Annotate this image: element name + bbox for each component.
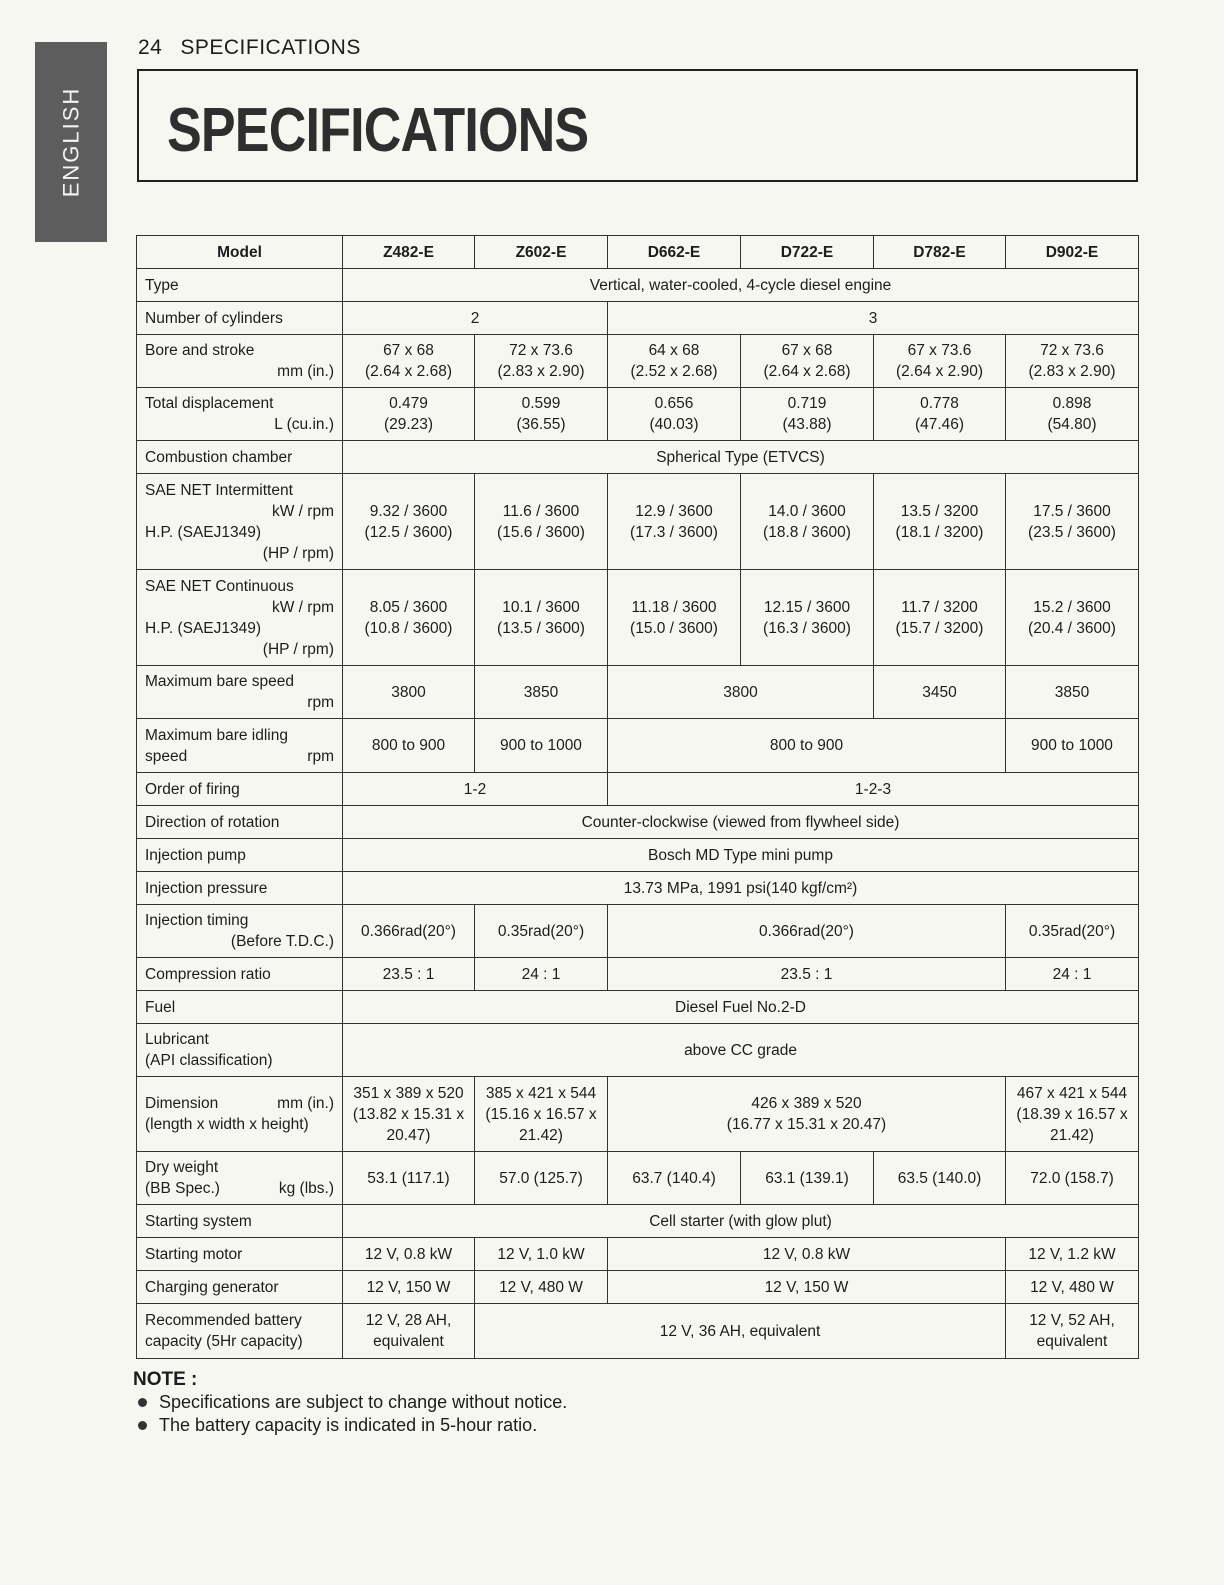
table-row [137,1077,1139,1152]
label-text: (Before T.D.C.) [230,933,334,950]
label-text: Total displacement [145,395,274,412]
cell: 800 to 900 [608,719,1006,773]
row-label [137,1077,343,1152]
unit-text: rpm [307,694,334,711]
cell: 900 to 1000 [475,719,608,773]
cell: 351 x 389 x 520 (13.82 x 15.31 x 20.47) [343,1077,475,1152]
cell: 0.366rad(20°) [608,905,1006,958]
unit-text: kg (lbs.) [278,1180,334,1197]
unit-text: (HP / rpm) [262,640,334,658]
page-title: SPECIFICATIONS [167,96,589,165]
model-header: D902-E [1006,236,1139,269]
label-text: (length x width x height) [145,1116,309,1133]
table-row [137,991,1139,1024]
section-title: SPECIFICATIONS [180,36,361,59]
label-text: (BB Spec.) [145,1180,220,1197]
cell: 63.5 (140.0) [874,1152,1006,1205]
label-text: Injection timing [145,912,249,929]
table-row [137,269,1139,302]
cell: 72.0 (158.7) [1006,1152,1139,1205]
cell: 0.366rad(20°) [343,905,475,958]
language-tab: ENGLISH [35,42,107,242]
cell: 800 to 900 [343,719,475,773]
row-label: Order of firing [137,773,343,806]
label-text: Bore and stroke [145,342,255,359]
cell: 3850 [475,666,608,719]
table-row [137,388,1139,441]
cell: 0.719 (43.88) [741,388,874,441]
cell: 12 V, 1.2 kW [1006,1238,1139,1271]
cell: 2 [343,302,608,335]
row-label [137,719,343,773]
bullet-icon [138,1421,147,1430]
table-row [137,872,1139,905]
cell: 13.73 MPa, 1991 psi(140 kgf/cm²) [343,872,1139,905]
cell: 11.6 / 3600 (15.6 / 3600) [475,474,608,570]
cell: 23.5 : 1 [343,958,475,991]
label-text: SAE NET Continuous [145,577,294,595]
table-row [137,570,1139,666]
cell: 67 x 68 (2.64 x 2.68) [343,335,475,388]
table-row [137,474,1139,570]
table-row [137,1271,1139,1304]
row-label [137,905,343,958]
model-header: D782-E [874,236,1006,269]
row-label [137,335,343,388]
cell: 12.15 / 3600 (16.3 / 3600) [741,570,874,666]
cell: 12 V, 52 AH, equivalent [1006,1304,1139,1359]
cell: 0.35rad(20°) [1006,905,1139,958]
cell: 23.5 : 1 [608,958,1006,991]
row-label [137,666,343,719]
model-header: D662-E [608,236,741,269]
table-row [137,905,1139,958]
cell: 15.2 / 3600 (20.4 / 3600) [1006,570,1139,666]
cell: 3800 [608,666,874,719]
cell: 11.7 / 3200 (15.7 / 3200) [874,570,1006,666]
table-row [137,1152,1139,1205]
cell: 53.1 (117.1) [343,1152,475,1205]
row-label [137,570,343,666]
unit-text: kW / rpm [272,502,334,520]
cell: 13.5 / 3200 (18.1 / 3200) [874,474,1006,570]
cell: 11.18 / 3600 (15.0 / 3600) [608,570,741,666]
cell: 0.656 (40.03) [608,388,741,441]
cell: 8.05 / 3600 (10.8 / 3600) [343,570,475,666]
cell: 426 x 389 x 520 (16.77 x 15.31 x 20.47) [608,1077,1006,1152]
cell: 63.1 (139.1) [741,1152,874,1205]
cell: above CC grade [343,1024,1139,1077]
cell: 24 : 1 [475,958,608,991]
cell: 3800 [343,666,475,719]
row-label: Starting system [137,1205,343,1238]
note-item [133,1391,567,1414]
note-item [133,1414,567,1437]
cell: 467 x 421 x 544 (18.39 x 16.57 x 21.42) [1006,1077,1139,1152]
table-row [137,806,1139,839]
row-label: Lubricant (API classification) [137,1024,343,1077]
cell: 14.0 / 3600 (18.8 / 3600) [741,474,874,570]
unit-text: (HP / rpm) [262,544,334,562]
cell: Diesel Fuel No.2-D [343,991,1139,1024]
table-header-row [137,236,1139,269]
row-label [137,388,343,441]
cell: 17.5 / 3600 (23.5 / 3600) [1006,474,1139,570]
label-text: SAE NET Intermittent [145,481,293,499]
cell: Cell starter (with glow plut) [343,1205,1139,1238]
unit-text: rpm [307,747,334,765]
cell: Counter-clockwise (viewed from flywheel side) [343,806,1139,839]
cell: 72 x 73.6 (2.83 x 2.90) [475,335,608,388]
cell: 385 x 421 x 544 (15.16 x 16.57 x 21.42) [475,1077,608,1152]
row-label: Injection pressure [137,872,343,905]
table-row [137,1024,1139,1077]
label-text: Dimension [145,1095,219,1112]
unit-text: mm (in.) [277,1095,334,1112]
label-text: Maximum bare speed [145,673,295,690]
row-label: Starting motor [137,1238,343,1271]
cell: 0.778 (47.46) [874,388,1006,441]
note-text: Specifications are subject to change without notice. [159,1392,568,1412]
cell: 0.599 (36.55) [475,388,608,441]
table-row [137,666,1139,719]
cell: 12 V, 36 AH, equivalent [475,1304,1006,1359]
model-header: Z482-E [343,236,475,269]
note-section [133,1368,567,1437]
note-text: The battery capacity is indicated in 5-hour ratio. [159,1415,538,1435]
cell: 63.7 (140.4) [608,1152,741,1205]
model-label: Model [137,236,343,269]
cell: 24 : 1 [1006,958,1139,991]
cell: 12.9 / 3600 (17.3 / 3600) [608,474,741,570]
unit-text: mm (in.) [277,363,334,380]
cell: 12 V, 150 W [608,1271,1006,1304]
row-label: Number of cylinders [137,302,343,335]
row-label [137,474,343,570]
cell: 64 x 68 (2.52 x 2.68) [608,335,741,388]
table-row [137,719,1139,773]
row-label: Type [137,269,343,302]
cell: 12 V, 1.0 kW [475,1238,608,1271]
cell: 12 V, 0.8 kW [608,1238,1006,1271]
row-label: Combustion chamber [137,441,343,474]
cell: 67 x 68 (2.64 x 2.68) [741,335,874,388]
label-text: H.P. (SAEJ1349) [145,619,262,637]
cell: 3450 [874,666,1006,719]
label-text: Maximum bare idling [145,726,288,744]
table-row [137,302,1139,335]
cell: 9.32 / 3600 (12.5 / 3600) [343,474,475,570]
cell: 1-2-3 [608,773,1139,806]
row-label: Compression ratio [137,958,343,991]
table-row [137,839,1139,872]
row-label: Fuel [137,991,343,1024]
table-row [137,773,1139,806]
table-row [137,335,1139,388]
table-row [137,958,1139,991]
cell: 3 [608,302,1139,335]
specifications-table [136,235,1139,1359]
table-row [137,1238,1139,1271]
cell: Bosch MD Type mini pump [343,839,1139,872]
label-text: Dry weight [145,1159,219,1176]
cell: 67 x 73.6 (2.64 x 2.90) [874,335,1006,388]
cell: 12 V, 0.8 kW [343,1238,475,1271]
row-label: Charging generator [137,1271,343,1304]
cell: 1-2 [343,773,608,806]
cell: 0.35rad(20°) [475,905,608,958]
label-text: H.P. (SAEJ1349) [145,523,262,541]
cell: 3850 [1006,666,1139,719]
table-row [137,1205,1139,1238]
table-row [137,1304,1139,1359]
cell: 0.479 (29.23) [343,388,475,441]
note-title: NOTE : [133,1369,198,1390]
label-text: speed [145,747,188,765]
page-number: 24 [138,36,163,59]
bullet-icon [138,1398,147,1407]
cell: 900 to 1000 [1006,719,1139,773]
cell: 57.0 (125.7) [475,1152,608,1205]
cell: Vertical, water-cooled, 4-cycle diesel engine [343,269,1139,302]
page-header [138,36,361,60]
cell: 72 x 73.6 (2.83 x 2.90) [1006,335,1139,388]
row-label: Injection pump [137,839,343,872]
row-label: Direction of rotation [137,806,343,839]
row-label: Recommended battery capacity (5Hr capacity) [137,1304,343,1359]
cell: Spherical Type (ETVCS) [343,441,1139,474]
title-box [137,69,1138,182]
cell: 12 V, 480 W [1006,1271,1139,1304]
cell: 10.1 / 3600 (13.5 / 3600) [475,570,608,666]
unit-text: kW / rpm [272,598,334,616]
cell: 12 V, 150 W [343,1271,475,1304]
cell: 12 V, 480 W [475,1271,608,1304]
table-row [137,441,1139,474]
cell: 0.898 (54.80) [1006,388,1139,441]
cell: 12 V, 28 AH, equivalent [343,1304,475,1359]
row-label [137,1152,343,1205]
model-header: Z602-E [475,236,608,269]
unit-text: L (cu.in.) [274,416,334,433]
model-header: D722-E [741,236,874,269]
